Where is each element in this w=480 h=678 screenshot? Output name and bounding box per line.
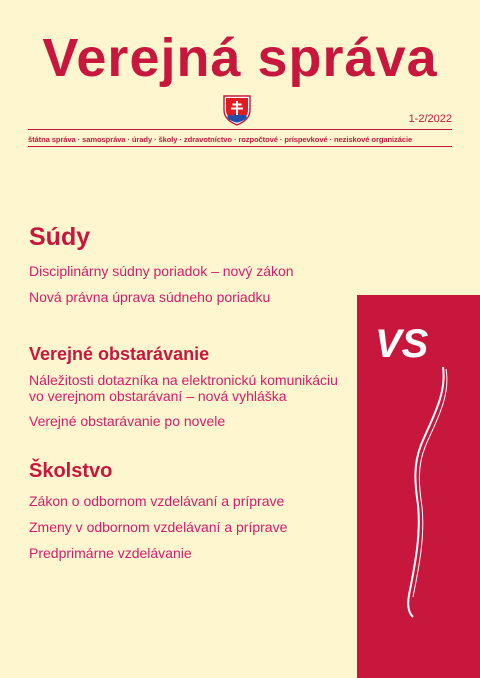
section-title: Verejné obstarávanie <box>29 344 210 364</box>
section-verejne-obstaravanie <box>29 343 349 429</box>
divider-bottom <box>28 146 452 147</box>
article-link[interactable]: Predprimárne vzdelávanie <box>29 545 192 561</box>
tagline: štátna správa · samospráva · úrady · školy · zdravotníctvo · rozpočtové · príspevkové · neziskové organizácie <box>28 135 413 144</box>
contents-list <box>29 222 349 561</box>
vs-logo-icon <box>357 295 480 678</box>
side-panel <box>357 295 480 678</box>
section-title: Súdy <box>29 223 91 251</box>
article-link[interactable]: Disciplinárny súdny poriadok – nový zákon <box>29 263 294 279</box>
section-skolstvo <box>29 459 349 561</box>
slovak-coat-of-arms-icon <box>221 94 253 126</box>
masthead-title: Verejná správa <box>42 28 438 88</box>
divider-top <box>28 129 452 130</box>
article-link[interactable]: Nová právna úprava súdneho poriadku <box>29 289 271 305</box>
section-sudy <box>29 222 349 305</box>
section-title: Školstvo <box>29 460 113 482</box>
vs-logo-text: VS <box>375 322 429 366</box>
article-link[interactable]: Zmeny v odbornom vzdelávaní a príprave <box>29 519 288 535</box>
article-link[interactable]: Náležitosti dotazníka na elektronickú komunikáciu vo verejnom obstarávaní – nová vyhláška <box>29 372 338 404</box>
article-link[interactable]: Zákon o odbornom vzdelávaní a príprave <box>29 493 285 509</box>
issue-number: 1-2/2022 <box>408 113 452 125</box>
article-link[interactable]: Verejné obstarávanie po novele <box>29 413 226 429</box>
